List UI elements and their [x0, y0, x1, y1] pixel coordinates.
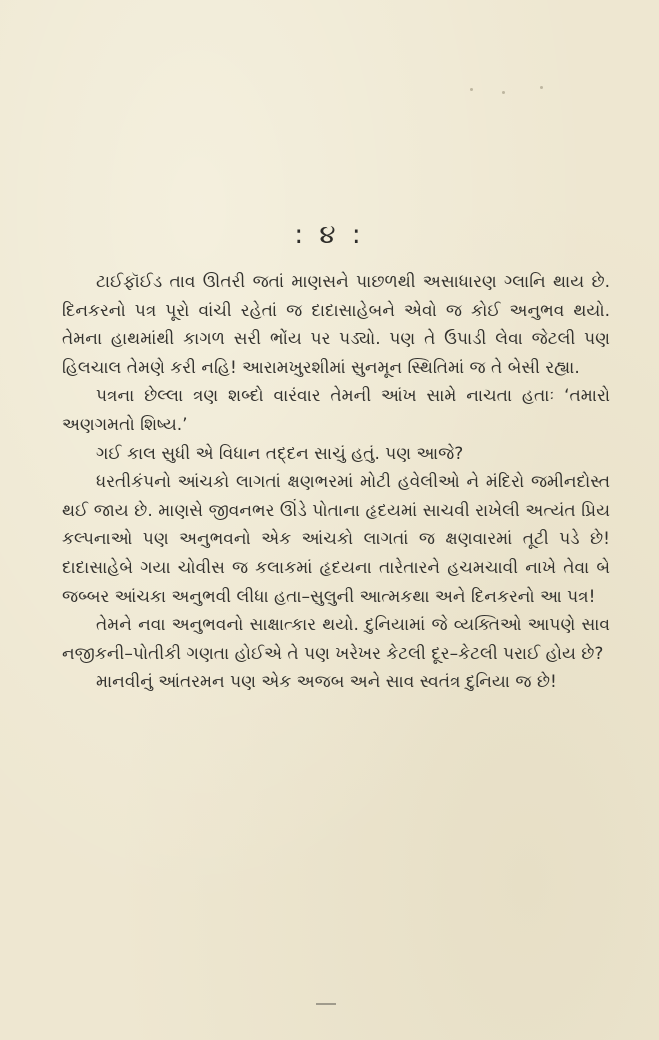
paper-speck — [470, 88, 473, 91]
paragraph: તેમને નવા અનુભવનો સાક્ષાત્કાર થયો. દુનિયામાં જે વ્યક્તિઓ આપણે સાવ નજીકની–પોતીકી ગણતા હોઈએ તે પણ ખરેખર કેટલી દૂર–કેટલી પરાઈ હોય છે? — [62, 615, 610, 664]
paragraph: માનવીનું આંતરમન પણ એક અજબ અને સાવ સ્વતંત્ર દુનિયા જ છે! — [96, 672, 557, 693]
chapter-number: : ૪ : — [294, 220, 365, 250]
paragraph: પત્રના છેલ્લા ત્રણ શબ્દો વારંવાર તેમની આંખ સામે નાચતા હતાઃ ‘તમારો અણગમતો શિષ્ય.’ — [62, 386, 610, 435]
footer-dash — [316, 1003, 336, 1005]
paper-speck — [540, 86, 543, 89]
paragraph: ગઈ કાલ સુધી એ વિધાન તદ્દન સાચું હતું. પણ આજે? — [96, 443, 464, 464]
chapter-body — [62, 268, 610, 697]
paragraph: ટાઈફૉઈડ તાવ ઊતરી જતાં માણસને પાછળથી અસાધારણ ગ્લાનિ થાય છે. દિનકરનો પત્ર પૂરો વાંચી રહેતાં જ દાદાસાહેબને એવો જ કોઈ અનુભવ થયો. તેમના હાથમાંથી કાગળ સરી ભોંય પર પડ્યો. પણ તે ઉપાડી લેવા જેટલી પણ હિલચાલ તેમણે કરી નહિ! આરામખુરશીમાં સુનમૂન સ્થિતિમાં જ તે બેસી રહ્યા. — [62, 272, 610, 378]
paragraph: ધરતીકંપનો આંચકો લાગતાં ક્ષણભરમાં મોટી હવેલીઓ ને મંદિરો જમીનદોસ્ત થઈ જાય છે. માણસે જીવનભર ઊંડે પોતાના હૃદયમાં સાચવી રાખેલી અત્યંત પ્રિય કલ્પનાઓ પણ અનુભવનો એક આંચકો લાગતાં જ ક્ષણવારમાં તૂટી પડે છે! દાદાસાહેબે ગયા ચોવીસ જ કલાકમાં હૃદયના તારેતારને હચમચાવી નાખે તેવા બે જબ્બર આંચકા અનુભવી લીધા હતા–સુલુની આત્મકથા અને દિનકરનો આ પત્ર! — [62, 472, 610, 607]
paper-speck — [502, 91, 505, 94]
